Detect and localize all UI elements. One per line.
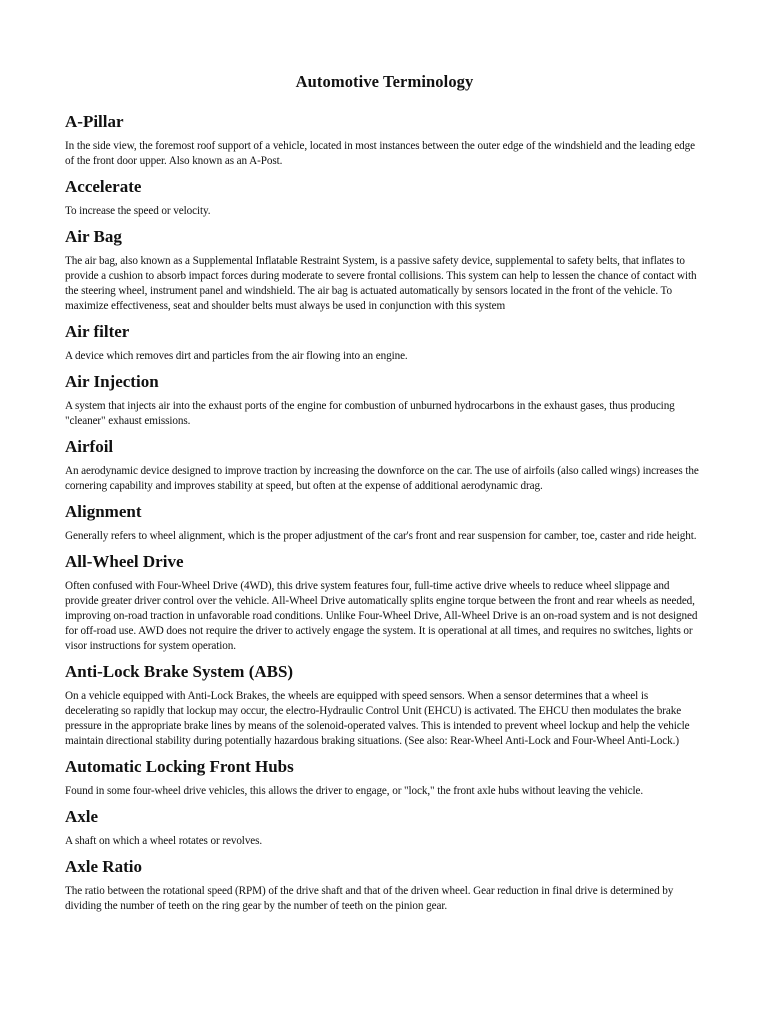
- term-entry: [65, 226, 704, 314]
- term-entry: [65, 856, 704, 914]
- term-entry: [65, 661, 704, 749]
- term-entry: [65, 501, 704, 544]
- term-heading: Air filter: [65, 322, 130, 341]
- term-definition: The ratio between the rotational speed (RPM) of the drive shaft and that of the driven wheel. Gear reduction in final drive is determined by dividing the number of teeth on the ring gear by the number of teeth on the pinion gear.: [65, 885, 674, 912]
- term-entry: [65, 436, 704, 494]
- term-definition: The air bag, also known as a Supplemental Inflatable Restraint System, is a passive safety device, supplemental to safety belts, that inflates to provide a cushion to absorb impact forces during moderate to severe frontal collisions. This system can help to lessen the chance of contact with the steering wheel, instrument panel and windshield. The air bag is actuated automatically by sensors located in the front of the vehicle. To maximize effectiveness, seat and shoulder belts must always be used in conjunction with this system: [65, 255, 697, 312]
- term-heading: Air Injection: [65, 372, 159, 391]
- term-heading: Airfoil: [65, 437, 114, 456]
- term-heading: All-Wheel Drive: [65, 552, 184, 571]
- term-heading: Air Bag: [65, 227, 122, 246]
- term-definition: Found in some four-wheel drive vehicles, this allows the driver to engage, or "lock," the front axle hubs without leaving the vehicle.: [65, 785, 644, 797]
- term-definition: On a vehicle equipped with Anti-Lock Brakes, the wheels are equipped with speed sensors. When a sensor determines that a wheel is decelerating so rapidly that lockup may occur, the electro-Hydraulic Control Unit (EHCU) is activated. The EHCU then modulates the brake pressure in the appropriate brake lines by means of the solenoid-operated valves. This is intended to prevent wheel lockup and help the vehicle maintain directional stability during potentially hazardous braking situations. (See also: Rear-Wheel Anti-Lock and Four-Wheel Anti-Lock.): [65, 690, 690, 747]
- term-entry: [65, 806, 704, 849]
- term-entry: [65, 371, 704, 429]
- term-definition: Generally refers to wheel alignment, which is the proper adjustment of the car's front and rear suspension for camber, toe, caster and ride height.: [65, 530, 697, 542]
- term-heading: Axle Ratio: [65, 857, 142, 876]
- term-entry: [65, 551, 704, 654]
- term-heading: A-Pillar: [65, 112, 124, 131]
- term-definition: An aerodynamic device designed to improve traction by increasing the downforce on the car. The use of airfoils (also called wings) increases the cornering capability and improves stability at speed, but often at the expense of additional aerodynamic drag.: [65, 465, 699, 492]
- term-heading: Axle: [65, 807, 99, 826]
- term-definition: Often confused with Four-Wheel Drive (4WD), this drive system features four, full-time active drive wheels to reduce wheel slippage and provide greater driver control over the vehicle. All-Wheel Drive automatically splits engine torque between the front and rear wheels as needed, improving on-road traction in unfavorable road conditions. Unlike Four-Wheel Drive, All-Wheel Drive is an on-road system and is not designed for off-road use. AWD does not require the driver to actively engage the system. It is operational at all times, and requires no switches, lights or visor instructions for system operation.: [65, 580, 698, 652]
- term-definition: A system that injects air into the exhaust ports of the engine for combustion of unburned hydrocarbons in the exhaust gases, thus producing "cleaner" exhaust emissions.: [65, 400, 675, 427]
- term-entry: [65, 756, 704, 799]
- term-definition: To increase the speed or velocity.: [65, 205, 211, 217]
- term-heading: Automatic Locking Front Hubs: [65, 757, 294, 776]
- term-heading: Anti-Lock Brake System (ABS): [65, 662, 294, 681]
- term-definition: A device which removes dirt and particles from the air flowing into an engine.: [65, 350, 408, 362]
- term-heading: Alignment: [65, 502, 142, 521]
- term-entry: [65, 111, 704, 169]
- term-entry: [65, 176, 704, 219]
- term-heading: Accelerate: [65, 177, 142, 196]
- term-definition: A shaft on which a wheel rotates or revolves.: [65, 835, 263, 847]
- term-entry: [65, 321, 704, 364]
- terms-list: [65, 111, 704, 914]
- document-title: Automotive Terminology: [295, 72, 474, 91]
- term-definition: In the side view, the foremost roof support of a vehicle, located in most instances between the outer edge of the windshield and the leading edge of the front door upper. Also known as an A-Post.: [65, 140, 696, 167]
